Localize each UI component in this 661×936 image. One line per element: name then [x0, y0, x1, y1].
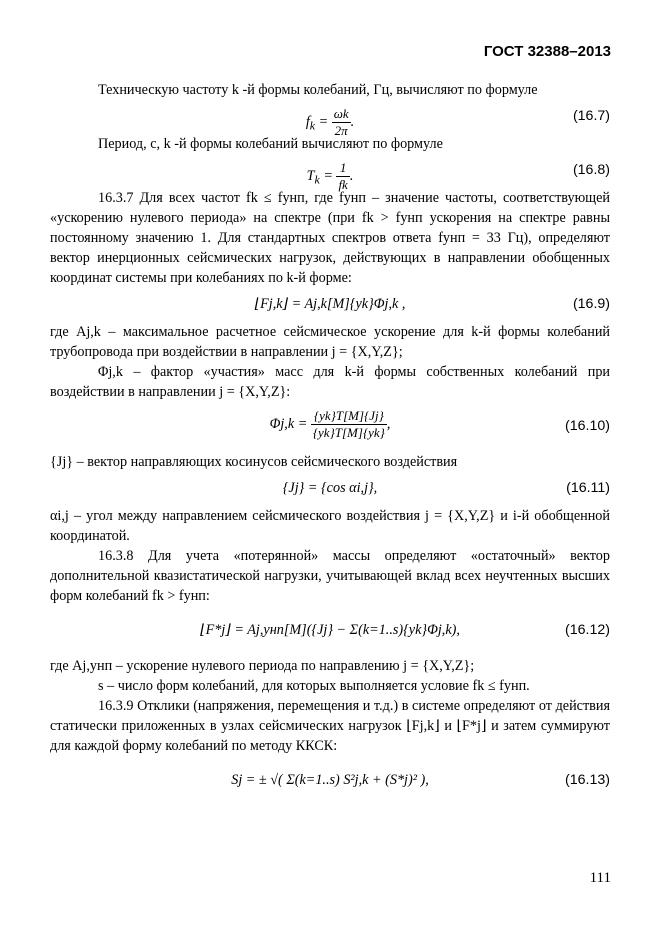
formula-16-9: ⌊Fj,k⌋ = Aj,k[M]{yk}Φj,k , (16.9): [254, 296, 610, 312]
fraction: $\frac{1}{fk}$: [338, 160, 348, 192]
formula-number: (16.10): [565, 418, 610, 434]
paragraph-16-3-9: 16.3.9 Отклики (напряжения, перемещения и т.д.) в системе определяют от действия статически приложенных в узлах сейсмических нагрузок ⌊Fj,k⌋ и ⌊F*j⌋ и затем суммируют для каждой форму колебаний по методу ККСК:: [50, 698, 610, 754]
paragraph-direction-cosines: {Jj} – вектор направляющих косинусов сейсмического воздействия: [50, 454, 458, 470]
paragraph-s-count: s – число форм колебаний, для которых выполняется условие fk ≤ fунп.: [98, 678, 530, 694]
page-content: [50, 80, 610, 806]
paragraph-16-3-7: 16.3.7 Для всех частот fk ≤ fунп, где fунп – значение частоты, соответствующей «ускорению нулевого периода» на спектре (при fk > fунп ускорения на спектре равны постоянному значению 1. Для стандартных спектров ответа fунп = 33 Гц), определяют вектор инерционных сейсмических нагрузок, действующих в направлении обобщенных координат системы при колебаниях по k-й форме:: [50, 190, 610, 286]
paragraph-angle: αi,j – угол между направлением сейсмического воздействия j = {X,Y,Z} и i-й обобщенной координатой.: [50, 508, 610, 544]
formula-16-11: {Jj} = {cos αi,j}, (16.11): [282, 480, 610, 496]
formula-lhs: f: [305, 113, 310, 130]
formula-number: (16.9): [572, 296, 610, 312]
page-header: ГОСТ 32388–2013: [483, 43, 611, 60]
paragraph-16-3-8: 16.3.8 Для учета «потерянной» массы определяют «остаточный» вектор дополнительной квазистатической нагрузки, учитывающей вклад всех неучтенных высших форм колебаний fk > fунп:: [50, 548, 610, 604]
paragraph-period: Период, с, k -й формы колебаний вычисляют по формуле: [98, 136, 443, 152]
paragraph-where-a: где Aj,k – максимальное расчетное сейсмическое ускорение для k-й формы колебаний трубопровода при воздействии в направлении j = {X,Y,Z};: [50, 324, 610, 360]
formula-16-7: $f_k$ = $\frac{\omega k}{2\pi}$ . (16.7): [305, 106, 610, 138]
fraction: $\frac{\{yk\}T[M]\{Jj\}}{\{yk\}T[M]\{yk\}}$: [312, 408, 385, 440]
formula-16-8: $T_k$ = $\frac{1}{fk}$ . (16.8): [306, 160, 610, 192]
paragraph-participation-factor: Φj,k – фактор «участия» масс для k-й формы собственных колебаний при воздействии в направлении j = {X,Y,Z}:: [50, 364, 610, 400]
page-number: 111: [589, 870, 611, 886]
formula-number: (16.7): [572, 108, 610, 124]
formula-number: (16.8): [572, 162, 610, 178]
formula-number: (16.12): [565, 622, 610, 638]
fraction: $\frac{\omega k}{2\pi}$: [333, 106, 349, 138]
formula-number: (16.13): [565, 772, 610, 788]
paragraph-where-a-unp: где Aj,унп – ускорение нулевого периода по направлению j = {X,Y,Z};: [50, 658, 475, 674]
paragraph-technical-frequency: Техническую частоту k -й формы колебаний, Гц, вычисляют по формуле: [98, 82, 538, 98]
formula-16-10: Φj,k = $\frac{\{yk\}T[M]\{Jj\}}{\{yk\}T[M]\{yk\}}$ , (16.10): [269, 408, 610, 440]
formula-number: (16.11): [566, 480, 610, 496]
formula-16-12: ⌊F*j⌋ = Aj,унп[M]({Jj} − Σ(k=1..s){yk}Φj,k), (16.12): [200, 622, 610, 638]
formula-16-13: Sj = ± √( Σ(k=1..s) S²j,k + (S*j)² ), (16.13): [231, 772, 610, 788]
